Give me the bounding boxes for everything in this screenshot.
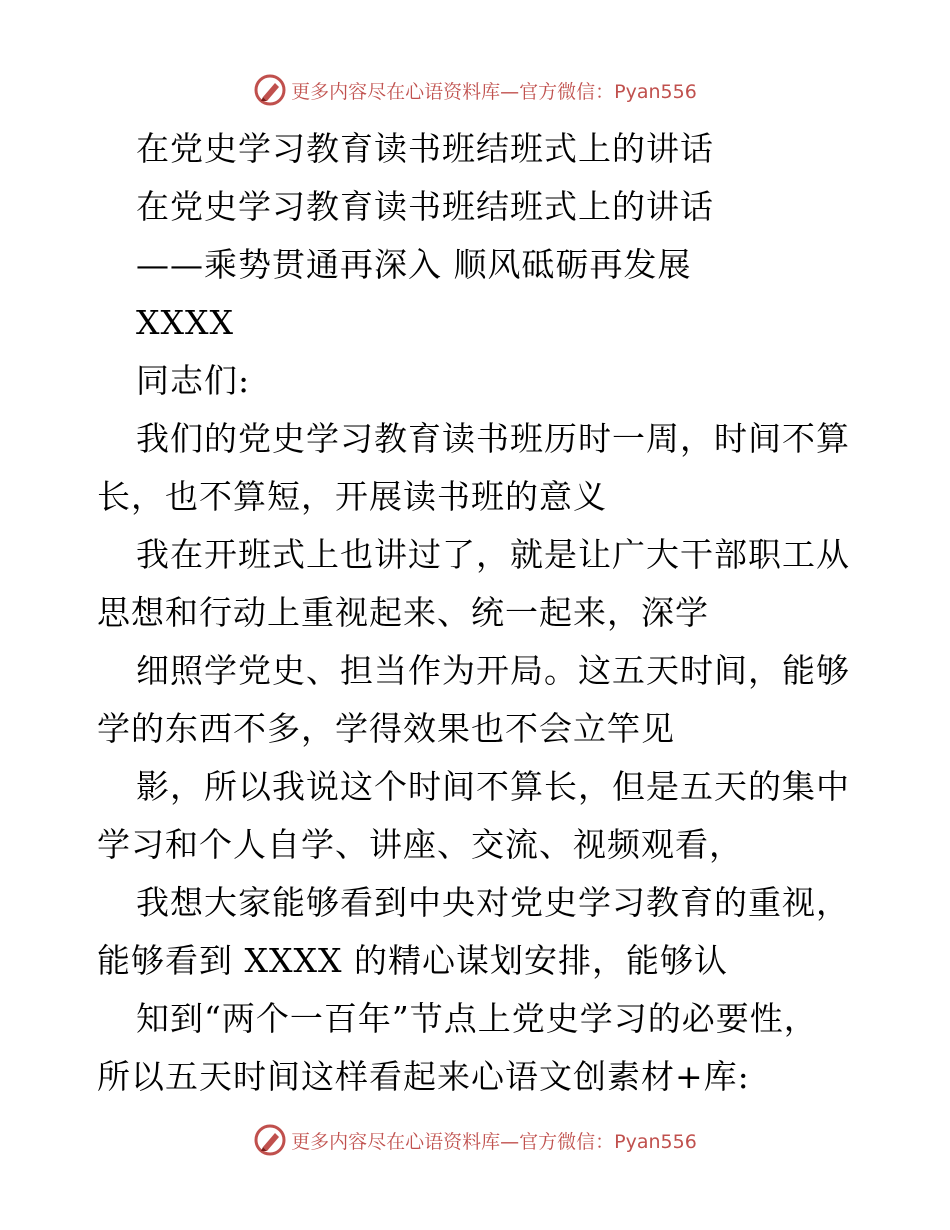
watermark-text: 更多内容尽在心语资料库—官方微信：Pyan556 <box>291 1130 697 1153</box>
doc-title-repeat: 在党史学习教育读书班结班式上的讲话 <box>136 187 714 226</box>
pen-logo-icon <box>253 73 287 107</box>
doc-title: 在党史学习教育读书班结班式上的讲话 <box>136 129 714 168</box>
body-line: 细照学党史、担当作为开局。这五天时间，能够 <box>136 651 850 690</box>
body-line: 所以五天时间这样看起来心语文创素材+库: <box>97 1057 750 1096</box>
body-line: 长，也不算短，开展读书班的意义 <box>97 477 607 516</box>
body-line: 知到“两个一百年”节点上党史学习的必要性， <box>136 999 818 1038</box>
pen-logo-icon <box>253 1123 287 1157</box>
doc-subtitle: ——乘势贯通再深入 顺风砥砺再发展 <box>136 245 692 284</box>
body-line: 学习和个人自学、讲座、交流、视频观看， <box>97 825 743 864</box>
watermark-footer <box>0 1120 950 1160</box>
doc-salutation: 同志们: <box>136 361 251 400</box>
body-line: 我们的党史学习教育读书班历时一周，时间不算 <box>136 419 850 458</box>
body-line: 思想和行动上重视起来、统一起来，深学 <box>97 593 709 632</box>
watermark-header <box>0 70 950 110</box>
document-body <box>97 120 857 1106</box>
body-line: 我想大家能够看到中央对党史学习教育的重视， <box>136 883 850 922</box>
body-line: 我在开班式上也讲过了，就是让广大干部职工从 <box>136 535 850 574</box>
body-line: 学的东西不多，学得效果也不会立竿见 <box>97 709 675 748</box>
doc-author: XXXX <box>136 303 234 342</box>
watermark-text: 更多内容尽在心语资料库—官方微信：Pyan556 <box>291 80 697 103</box>
body-line: 能够看到 XXXX 的精心谋划安排，能够认 <box>97 941 728 980</box>
body-line: 影，所以我说这个时间不算长，但是五天的集中 <box>136 767 850 806</box>
